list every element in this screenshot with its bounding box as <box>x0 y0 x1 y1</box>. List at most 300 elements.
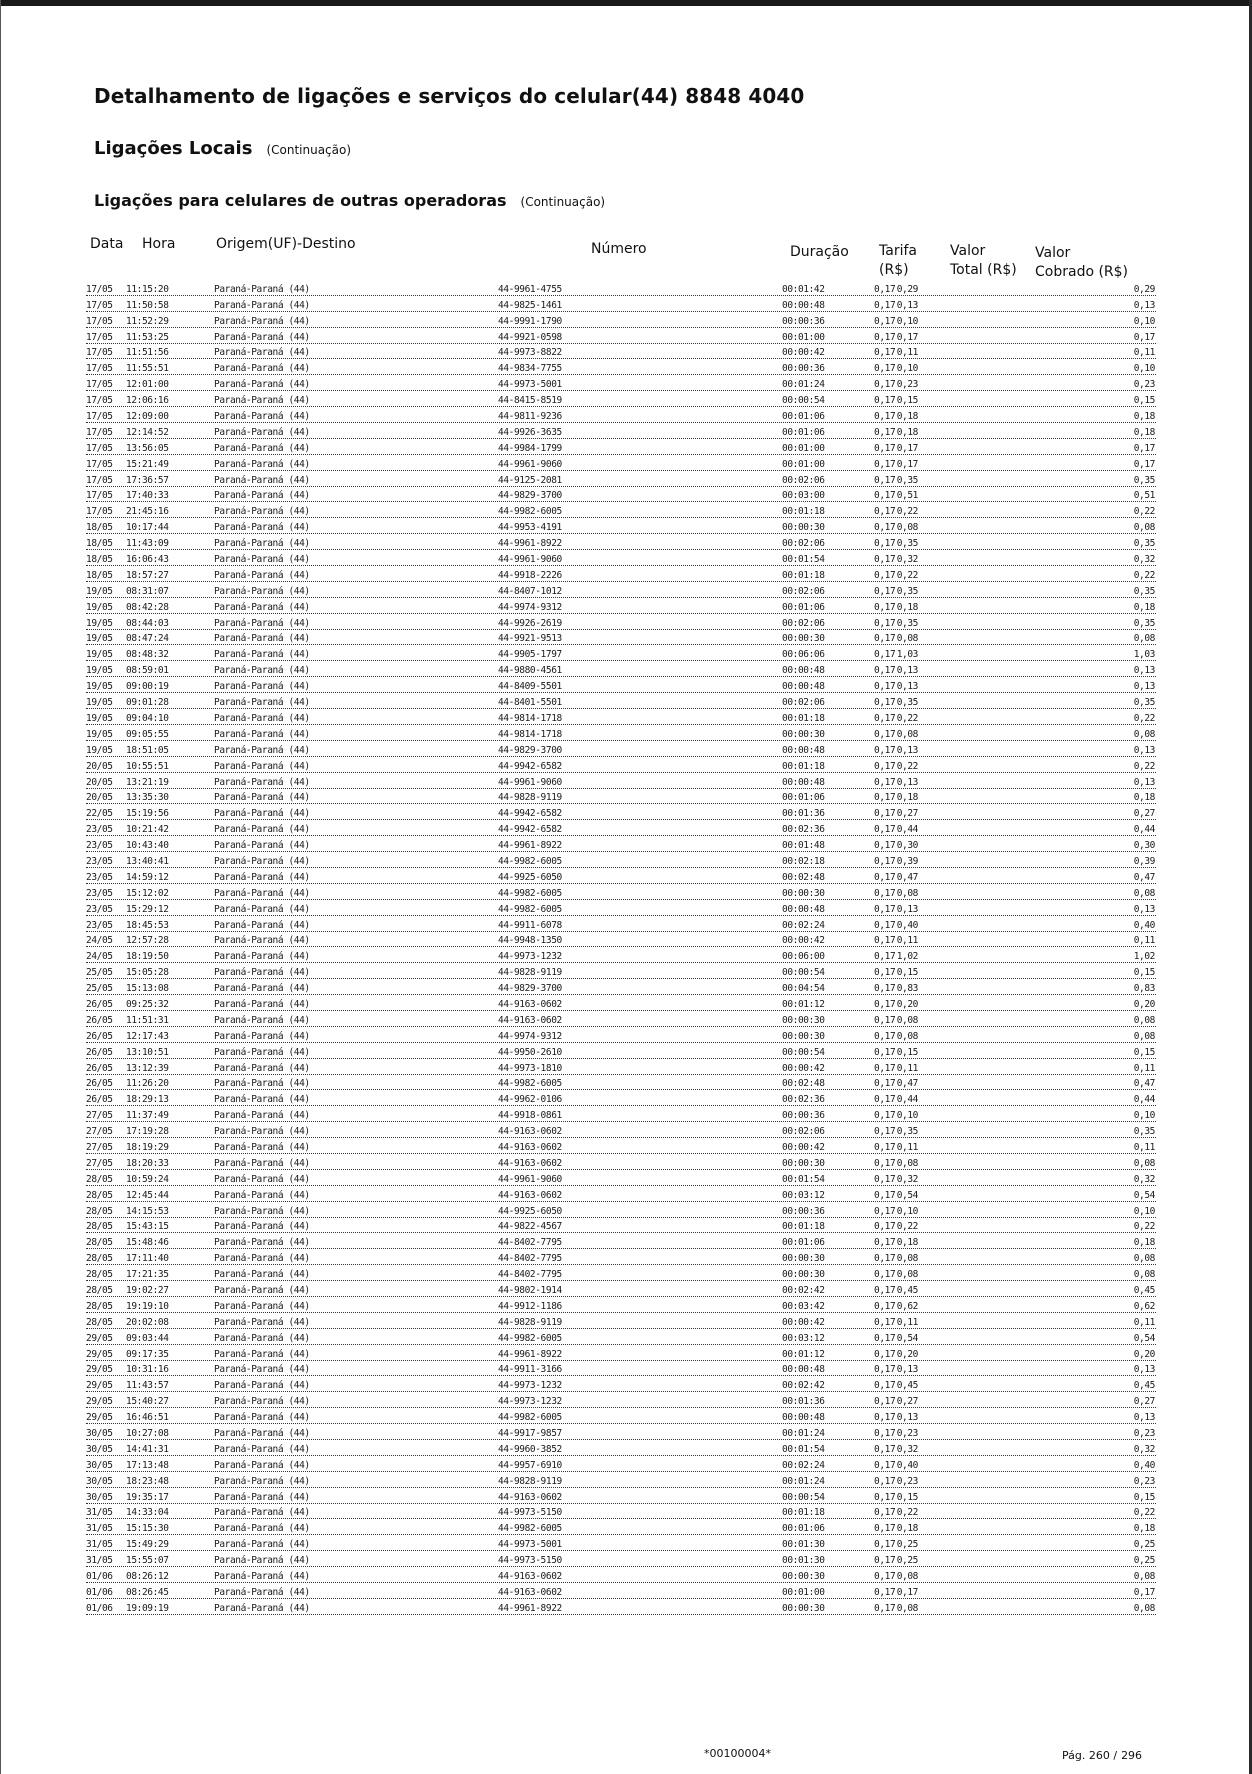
cell-hora: 08:42:28 <box>126 601 169 613</box>
cell-duracao: 00:00:48 <box>782 1412 825 1424</box>
cell-duracao: 00:01:06 <box>782 1523 825 1535</box>
cell-tarifa: 0,17 <box>874 601 896 613</box>
cell-tarifa: 0,17 <box>874 506 896 518</box>
cell-valor-total: 0,18 <box>896 1237 918 1249</box>
cell-numero: 44-9960-3852 <box>498 1443 562 1455</box>
table-row <box>86 1186 1156 1202</box>
cell-numero: 44-9828-9119 <box>498 1316 562 1328</box>
cell-tarifa: 0,17 <box>874 1475 896 1487</box>
cell-duracao: 00:00:42 <box>782 1141 825 1153</box>
cell-duracao: 00:01:54 <box>782 1173 825 1185</box>
cell-hora: 11:26:20 <box>126 1078 169 1090</box>
cell-duracao: 00:03:12 <box>782 1332 825 1344</box>
table-row <box>86 1313 1156 1329</box>
cell-origem-destino: Paraná-Paraná (44) <box>214 1523 310 1535</box>
cell-duracao: 00:00:48 <box>782 299 825 311</box>
cell-duracao: 00:01:00 <box>782 331 825 343</box>
cell-data: 17/05 <box>86 283 113 295</box>
cell-data: 31/05 <box>86 1539 113 1551</box>
table-row <box>86 963 1156 979</box>
cell-numero: 44-9829-3700 <box>498 744 562 756</box>
cell-hora: 10:43:40 <box>126 840 169 852</box>
cell-valor-total: 0,08 <box>896 522 918 534</box>
cell-numero: 44-9917-9857 <box>498 1428 562 1440</box>
cell-origem-destino: Paraná-Paraná (44) <box>214 1285 310 1296</box>
cell-data: 19/05 <box>86 665 113 677</box>
cell-tarifa: 0,17 <box>874 363 896 375</box>
table-row <box>86 1043 1156 1059</box>
cell-duracao: 00:00:30 <box>782 1030 825 1042</box>
cell-origem-destino: Paraná-Paraná (44) <box>214 1046 310 1058</box>
cell-valor-cobrado: 1,02 <box>1133 951 1155 963</box>
cell-duracao: 00:00:42 <box>782 935 825 947</box>
cell-valor-total: 0,18 <box>896 426 918 438</box>
cell-duracao: 00:02:48 <box>782 1078 825 1090</box>
cell-data: 17/05 <box>86 442 113 454</box>
cell-origem-destino: Paraná-Paraná (44) <box>214 331 310 343</box>
cell-hora: 15:29:12 <box>126 903 169 915</box>
cell-tarifa: 0,17 <box>874 1300 896 1312</box>
cell-tarifa: 0,17 <box>874 490 896 502</box>
cell-duracao: 00:01:30 <box>782 1555 825 1567</box>
cell-origem-destino: Paraná-Paraná (44) <box>214 744 310 756</box>
cell-data: 17/05 <box>86 363 113 375</box>
cell-valor-cobrado: 0,25 <box>1133 1539 1155 1551</box>
cell-duracao: 00:01:54 <box>782 1443 825 1455</box>
cell-numero: 44-9961-4755 <box>498 283 562 295</box>
cell-valor-cobrado: 0,08 <box>1133 633 1155 645</box>
table-row <box>86 630 1156 646</box>
table-row <box>86 661 1156 677</box>
cell-valor-total: 1,03 <box>896 649 918 661</box>
cell-duracao: 00:00:54 <box>782 395 825 407</box>
cell-hora: 11:51:56 <box>126 347 169 359</box>
cell-valor-total: 0,47 <box>896 871 918 883</box>
table-row <box>86 439 1156 455</box>
cell-duracao: 00:00:48 <box>782 776 825 788</box>
cell-data: 30/05 <box>86 1459 113 1471</box>
cell-valor-total: 0,62 <box>896 1300 918 1312</box>
cell-numero: 44-8415-8519 <box>498 395 562 407</box>
cell-valor-total: 0,35 <box>896 697 918 709</box>
cell-data: 01/06 <box>86 1586 113 1598</box>
cell-origem-destino: Paraná-Paraná (44) <box>214 1110 310 1122</box>
header-valor-cobrado-unit: Cobrado (R$) <box>1035 264 1129 280</box>
cell-origem-destino: Paraná-Paraná (44) <box>214 458 310 470</box>
cell-hora: 18:20:33 <box>126 1157 169 1169</box>
cell-origem-destino: Paraná-Paraná (44) <box>214 681 310 693</box>
cell-origem-destino: Paraná-Paraná (44) <box>214 490 310 502</box>
cell-valor-cobrado: 0,18 <box>1133 792 1155 804</box>
cell-tarifa: 0,17 <box>874 1491 896 1503</box>
cell-numero: 44-9912-1186 <box>498 1300 562 1312</box>
cell-numero: 44-9880-4561 <box>498 665 562 677</box>
cell-duracao: 00:00:30 <box>782 1269 825 1281</box>
cell-origem-destino: Paraná-Paraná (44) <box>214 601 310 613</box>
cell-tarifa: 0,17 <box>874 712 896 724</box>
cell-origem-destino: Paraná-Paraná (44) <box>214 712 310 724</box>
cell-duracao: 00:00:30 <box>782 1157 825 1169</box>
cell-tarifa: 0,17 <box>874 347 896 359</box>
cell-valor-cobrado: 0,15 <box>1133 967 1155 979</box>
cell-numero: 44-9973-5150 <box>498 1507 562 1519</box>
cell-hora: 09:00:19 <box>126 681 169 693</box>
cell-valor-cobrado: 0,22 <box>1133 760 1155 772</box>
cell-numero: 44-9921-0598 <box>498 331 562 343</box>
cell-origem-destino: Paraná-Paraná (44) <box>214 824 310 836</box>
cell-valor-cobrado: 0,08 <box>1133 522 1155 534</box>
cell-duracao: 00:02:42 <box>782 1380 825 1392</box>
cell-hora: 15:19:56 <box>126 808 169 820</box>
cell-hora: 14:59:12 <box>126 871 169 883</box>
cell-valor-cobrado: 0,32 <box>1133 1173 1155 1185</box>
cell-duracao: 00:00:30 <box>782 887 825 899</box>
cell-numero: 44-9953-4191 <box>498 522 562 534</box>
cell-valor-total: 0,13 <box>896 681 918 693</box>
cell-valor-total: 0,08 <box>896 1157 918 1169</box>
cell-valor-cobrado: 0,11 <box>1133 935 1155 947</box>
cell-hora: 14:15:53 <box>126 1205 169 1217</box>
cell-valor-cobrado: 0,13 <box>1133 665 1155 677</box>
cell-data: 27/05 <box>86 1110 113 1122</box>
cell-tarifa: 0,17 <box>874 983 896 995</box>
cell-origem-destino: Paraná-Paraná (44) <box>214 919 310 931</box>
cell-origem-destino: Paraná-Paraná (44) <box>214 697 310 709</box>
cell-numero: 44-9982-6005 <box>498 1078 562 1090</box>
cell-origem-destino: Paraná-Paraná (44) <box>214 1586 310 1598</box>
table-row <box>86 1376 1156 1392</box>
cell-data: 27/05 <box>86 1141 113 1153</box>
cell-tarifa: 0,17 <box>874 426 896 438</box>
cell-data: 25/05 <box>86 983 113 995</box>
cell-valor-total: 1,02 <box>896 951 918 963</box>
cell-numero: 44-9991-1790 <box>498 315 562 327</box>
cell-valor-cobrado: 0,40 <box>1133 919 1155 931</box>
cell-valor-cobrado: 0,35 <box>1133 474 1155 486</box>
cell-origem-destino: Paraná-Paraná (44) <box>214 1364 310 1376</box>
table-row <box>86 375 1156 391</box>
cell-valor-total: 0,35 <box>896 474 918 486</box>
header-valor-total-unit: Total (R$) <box>950 262 1017 278</box>
cell-valor-cobrado: 0,18 <box>1133 411 1155 423</box>
cell-valor-cobrado: 0,35 <box>1133 1126 1155 1138</box>
table-row <box>86 1106 1156 1122</box>
cell-valor-cobrado: 0,35 <box>1133 538 1155 550</box>
table-row <box>86 852 1156 868</box>
table-row <box>86 1345 1156 1361</box>
cell-origem-destino: Paraná-Paraná (44) <box>214 1221 310 1233</box>
cell-data: 17/05 <box>86 379 113 391</box>
cell-valor-cobrado: 0,08 <box>1133 1014 1155 1026</box>
cell-origem-destino: Paraná-Paraná (44) <box>214 1300 310 1312</box>
cell-numero: 44-9163-0602 <box>498 1126 562 1138</box>
cell-numero: 44-9961-9060 <box>498 1173 562 1185</box>
cell-data: 17/05 <box>86 395 113 407</box>
cell-valor-cobrado: 0,08 <box>1133 1157 1155 1169</box>
cell-hora: 15:05:28 <box>126 967 169 979</box>
cell-duracao: 00:01:00 <box>782 458 825 470</box>
cell-numero: 44-8401-5501 <box>498 697 562 709</box>
cell-data: 17/05 <box>86 347 113 359</box>
cell-duracao: 00:01:24 <box>782 1428 825 1440</box>
table-row <box>86 947 1156 963</box>
cell-data: 19/05 <box>86 601 113 613</box>
cell-valor-total: 0,23 <box>896 1428 918 1440</box>
cell-duracao: 00:01:42 <box>782 283 825 295</box>
cell-valor-total: 0,10 <box>896 363 918 375</box>
cell-duracao: 00:03:42 <box>782 1300 825 1312</box>
cell-data: 29/05 <box>86 1364 113 1376</box>
cell-duracao: 00:03:12 <box>782 1189 825 1201</box>
cell-data: 19/05 <box>86 649 113 661</box>
page-total: 296 <box>1121 1749 1143 1762</box>
cell-valor-total: 0,29 <box>896 283 918 295</box>
cell-numero: 44-9961-8922 <box>498 538 562 550</box>
cell-duracao: 00:01:36 <box>782 1396 825 1408</box>
cell-valor-total: 0,18 <box>896 792 918 804</box>
cell-numero: 44-9982-6005 <box>498 1412 562 1424</box>
cell-numero: 44-9163-0602 <box>498 1014 562 1026</box>
cell-data: 28/05 <box>86 1285 113 1296</box>
table-row <box>86 1265 1156 1281</box>
cell-numero: 44-9925-6050 <box>498 1205 562 1217</box>
cell-duracao: 00:00:54 <box>782 967 825 979</box>
cell-hora: 15:40:27 <box>126 1396 169 1408</box>
cell-hora: 15:12:02 <box>126 887 169 899</box>
cell-hora: 12:09:00 <box>126 411 169 423</box>
cell-tarifa: 0,17 <box>874 474 896 486</box>
page-number <box>1062 1749 1142 1762</box>
cell-valor-total: 0,08 <box>896 1602 918 1614</box>
cell-hora: 18:19:29 <box>126 1141 169 1153</box>
table-row <box>86 518 1156 534</box>
cell-valor-cobrado: 0,35 <box>1133 585 1155 597</box>
cell-tarifa: 0,17 <box>874 871 896 883</box>
cell-origem-destino: Paraná-Paraná (44) <box>214 569 310 581</box>
cell-tarifa: 0,17 <box>874 1412 896 1424</box>
table-row <box>86 757 1156 773</box>
cell-data: 26/05 <box>86 1046 113 1058</box>
cell-data: 29/05 <box>86 1380 113 1392</box>
cell-numero: 44-9828-9119 <box>498 1475 562 1487</box>
cell-valor-total: 0,13 <box>896 1412 918 1424</box>
cell-tarifa: 0,17 <box>874 379 896 391</box>
header-numero: Número <box>591 241 647 257</box>
cell-duracao: 00:00:30 <box>782 728 825 740</box>
cell-origem-destino: Paraná-Paraná (44) <box>214 299 310 311</box>
cell-hora: 17:36:57 <box>126 474 169 486</box>
cell-duracao: 00:01:12 <box>782 1348 825 1360</box>
cell-valor-cobrado: 0,39 <box>1133 855 1155 867</box>
section-title: Ligações Locais <box>94 138 253 159</box>
cell-valor-cobrado: 0,40 <box>1133 1459 1155 1471</box>
footer-code: *00100004* <box>704 1747 771 1760</box>
cell-valor-cobrado: 0,32 <box>1133 1443 1155 1455</box>
cell-origem-destino: Paraná-Paraná (44) <box>214 998 310 1010</box>
table-row <box>86 1090 1156 1106</box>
cell-origem-destino: Paraná-Paraná (44) <box>214 379 310 391</box>
cell-hora: 13:21:19 <box>126 776 169 788</box>
cell-hora: 10:59:24 <box>126 1173 169 1185</box>
cell-valor-total: 0,23 <box>896 379 918 391</box>
cell-valor-total: 0,40 <box>896 919 918 931</box>
cell-numero: 44-9961-9060 <box>498 458 562 470</box>
cell-numero: 44-9125-2081 <box>498 474 562 486</box>
cell-valor-total: 0,22 <box>896 712 918 724</box>
cell-hora: 08:48:32 <box>126 649 169 661</box>
cell-numero: 44-9911-3166 <box>498 1364 562 1376</box>
cell-tarifa: 0,17 <box>874 585 896 597</box>
cell-valor-cobrado: 0,18 <box>1133 426 1155 438</box>
cell-numero: 44-9957-6910 <box>498 1459 562 1471</box>
table-row <box>86 407 1156 423</box>
cell-duracao: 00:01:30 <box>782 1539 825 1551</box>
cell-valor-cobrado: 0,54 <box>1133 1189 1155 1201</box>
table-row <box>86 693 1156 709</box>
table-row <box>86 1408 1156 1424</box>
cell-hora: 08:26:12 <box>126 1571 169 1583</box>
cell-hora: 10:27:08 <box>126 1428 169 1440</box>
cell-origem-destino: Paraná-Paraná (44) <box>214 760 310 772</box>
cell-tarifa: 0,17 <box>874 1443 896 1455</box>
cell-origem-destino: Paraná-Paraná (44) <box>214 1237 310 1249</box>
cell-hora: 16:06:43 <box>126 554 169 566</box>
cell-valor-total: 0,15 <box>896 1491 918 1503</box>
cell-valor-cobrado: 0,18 <box>1133 1237 1155 1249</box>
cell-tarifa: 0,17 <box>874 283 896 295</box>
cell-hora: 10:31:16 <box>126 1364 169 1376</box>
cell-data: 30/05 <box>86 1491 113 1503</box>
cell-tarifa: 0,17 <box>874 1602 896 1614</box>
cell-origem-destino: Paraná-Paraná (44) <box>214 935 310 947</box>
cell-tarifa: 0,17 <box>874 1141 896 1153</box>
cell-duracao: 00:00:48 <box>782 1364 825 1376</box>
cell-origem-destino: Paraná-Paraná (44) <box>214 1555 310 1567</box>
table-row <box>86 502 1156 518</box>
cell-origem-destino: Paraná-Paraná (44) <box>214 855 310 867</box>
table-row <box>86 1488 1156 1504</box>
table-row <box>86 900 1156 916</box>
cell-valor-total: 0,54 <box>896 1332 918 1344</box>
cell-numero: 44-9926-2619 <box>498 617 562 629</box>
cell-numero: 44-9925-6050 <box>498 871 562 883</box>
cell-numero: 44-9163-0602 <box>498 1491 562 1503</box>
cell-hora: 17:19:28 <box>126 1126 169 1138</box>
cell-duracao: 00:00:42 <box>782 1316 825 1328</box>
cell-origem-destino: Paraná-Paraná (44) <box>214 1380 310 1392</box>
cell-numero: 44-9834-7755 <box>498 363 562 375</box>
cell-valor-cobrado: 0,29 <box>1133 283 1155 295</box>
cell-valor-cobrado: 0,22 <box>1133 506 1155 518</box>
cell-valor-cobrado: 0,08 <box>1133 1269 1155 1281</box>
cell-origem-destino: Paraná-Paraná (44) <box>214 1332 310 1344</box>
table-row <box>86 1170 1156 1186</box>
cell-origem-destino: Paraná-Paraná (44) <box>214 887 310 899</box>
cell-tarifa: 0,17 <box>874 697 896 709</box>
cell-hora: 14:41:31 <box>126 1443 169 1455</box>
cell-hora: 18:23:48 <box>126 1475 169 1487</box>
cell-data: 19/05 <box>86 617 113 629</box>
cell-valor-total: 0,08 <box>896 1571 918 1583</box>
cell-origem-destino: Paraná-Paraná (44) <box>214 1078 310 1090</box>
cell-numero: 44-9163-0602 <box>498 1141 562 1153</box>
cell-duracao: 00:01:06 <box>782 1237 825 1249</box>
cell-origem-destino: Paraná-Paraná (44) <box>214 347 310 359</box>
cell-tarifa: 0,17 <box>874 1316 896 1328</box>
cell-valor-cobrado: 0,17 <box>1133 331 1155 343</box>
cell-duracao: 00:01:12 <box>782 998 825 1010</box>
cell-data: 19/05 <box>86 744 113 756</box>
cell-valor-total: 0,13 <box>896 299 918 311</box>
table-row <box>86 1329 1156 1345</box>
cell-valor-total: 0,20 <box>896 998 918 1010</box>
cell-tarifa: 0,17 <box>874 792 896 804</box>
cell-numero: 44-9828-9119 <box>498 967 562 979</box>
cell-valor-cobrado: 0,44 <box>1133 1094 1155 1106</box>
cell-valor-total: 0,32 <box>896 554 918 566</box>
cell-valor-cobrado: 0,10 <box>1133 1205 1155 1217</box>
cell-data: 17/05 <box>86 458 113 470</box>
table-row <box>86 995 1156 1011</box>
cell-data: 17/05 <box>86 411 113 423</box>
cell-origem-destino: Paraná-Paraná (44) <box>214 1602 310 1614</box>
cell-valor-total: 0,35 <box>896 538 918 550</box>
cell-origem-destino: Paraná-Paraná (44) <box>214 728 310 740</box>
table-row <box>86 566 1156 582</box>
cell-valor-cobrado: 0,08 <box>1133 728 1155 740</box>
cell-valor-cobrado: 0,54 <box>1133 1332 1155 1344</box>
cell-valor-cobrado: 0,10 <box>1133 363 1155 375</box>
cell-valor-cobrado: 0,27 <box>1133 1396 1155 1408</box>
cell-hora: 16:46:51 <box>126 1412 169 1424</box>
cell-hora: 11:53:25 <box>126 331 169 343</box>
table-row <box>86 1519 1156 1535</box>
cell-valor-cobrado: 0,17 <box>1133 442 1155 454</box>
cell-duracao: 00:00:30 <box>782 1014 825 1026</box>
cell-data: 19/05 <box>86 712 113 724</box>
cell-origem-destino: Paraná-Paraná (44) <box>214 1014 310 1026</box>
cell-valor-total: 0,15 <box>896 395 918 407</box>
cell-tarifa: 0,17 <box>874 1586 896 1598</box>
cell-hora: 13:56:05 <box>126 442 169 454</box>
cell-data: 26/05 <box>86 1094 113 1106</box>
cell-numero: 44-9982-6005 <box>498 1523 562 1535</box>
cell-valor-cobrado: 0,08 <box>1133 887 1155 899</box>
cell-valor-total: 0,10 <box>896 315 918 327</box>
cell-origem-destino: Paraná-Paraná (44) <box>214 983 310 995</box>
cell-duracao: 00:01:48 <box>782 840 825 852</box>
cell-data: 28/05 <box>86 1205 113 1217</box>
cell-valor-total: 0,08 <box>896 1014 918 1026</box>
cell-hora: 09:17:35 <box>126 1348 169 1360</box>
cell-tarifa: 0,17 <box>874 331 896 343</box>
table-row <box>86 932 1156 948</box>
subsection-heading <box>94 191 605 210</box>
cell-origem-destino: Paraná-Paraná (44) <box>214 1030 310 1042</box>
cell-valor-total: 0,44 <box>896 1094 918 1106</box>
cell-data: 29/05 <box>86 1396 113 1408</box>
table-row <box>86 1122 1156 1138</box>
cell-hora: 12:45:44 <box>126 1189 169 1201</box>
cell-tarifa: 0,17 <box>874 1285 896 1296</box>
cell-tarifa: 0,17 <box>874 1110 896 1122</box>
cell-valor-total: 0,13 <box>896 665 918 677</box>
cell-valor-total: 0,83 <box>896 983 918 995</box>
cell-numero: 44-9973-1232 <box>498 1396 562 1408</box>
cell-data: 31/05 <box>86 1507 113 1519</box>
cell-data: 27/05 <box>86 1157 113 1169</box>
table-row <box>86 455 1156 471</box>
